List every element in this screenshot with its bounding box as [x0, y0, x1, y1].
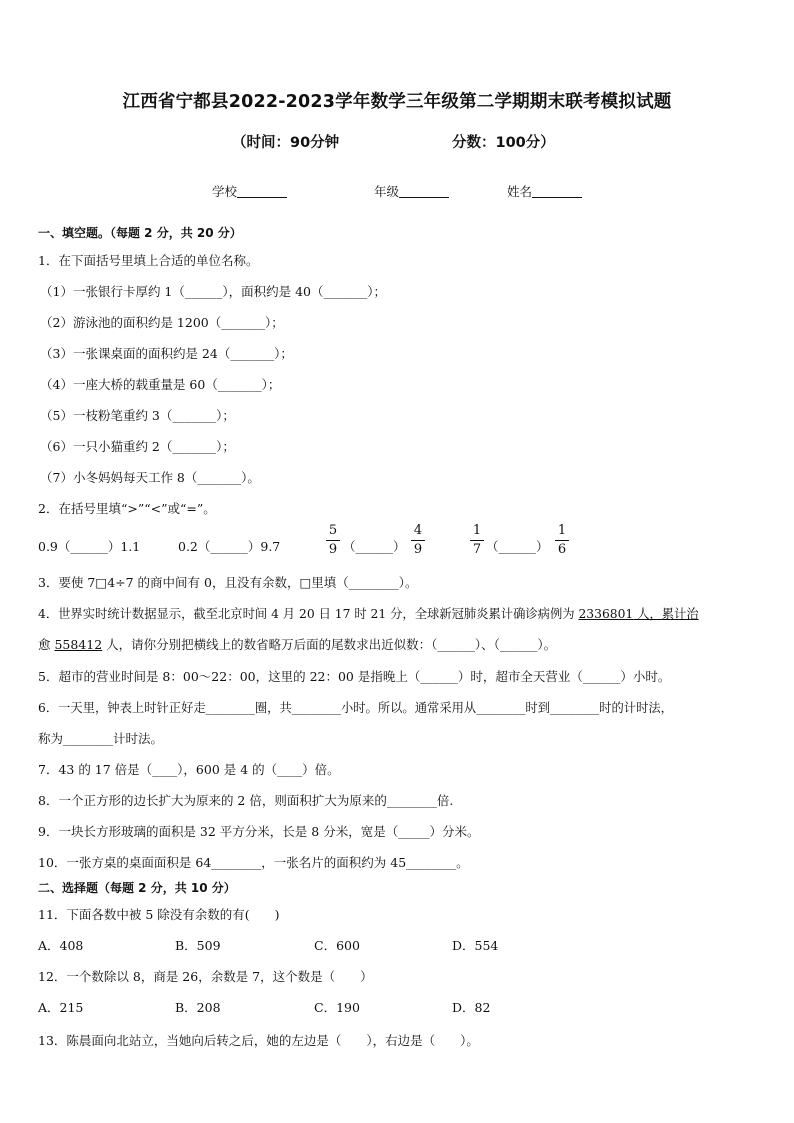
question-12-option-c: C．190 [314, 1000, 360, 1015]
question-4-text-3: 人，请你分别把横线上的数省略万后面的尾数求出近似数：（______）、（______）。 [102, 637, 557, 652]
question-1-item-5: （5）一枝粉笔重约 3（_______）； [40, 408, 235, 423]
fraction-1-6 [555, 523, 569, 558]
question-4-text: 4．世界实时统计数据显示，截至北京时间 4 月 20 日 17 时 21 分，全球新冠肺炎累计确诊病例为 [38, 607, 579, 621]
exam-score: 分数：100分） [452, 135, 555, 151]
confirmed-cases-number: 2336801 [578, 607, 634, 621]
fraction-numerator: 5 [328, 523, 338, 538]
school-blank [237, 184, 287, 198]
page-title: 江西省宁都县2022-2023学年数学三年级第二学期期末联考模拟试题 [122, 92, 672, 112]
question-11: 11．下面各数中被 5 除没有余数的有( ) [38, 907, 280, 922]
confirmed-cases-unit: 人，累计治 [633, 607, 699, 621]
question-12-option-a: A．215 [38, 1000, 84, 1015]
grade-field [374, 182, 449, 200]
question-4-line-2 [38, 635, 556, 653]
section2-heading: 二、选择题（每题 2 分，共 10 分） [38, 881, 236, 895]
question-1: 1．在下面括号里填上合适的单位名称。 [38, 253, 259, 268]
question-12: 12．一个数除以 8，商是 26，余数是 7，这个数是（ ） [38, 969, 373, 984]
fraction-numerator: 1 [557, 523, 567, 538]
question-1-item-6: （6）一只小猫重约 2（_______）； [40, 439, 235, 454]
fraction-numerator: 4 [413, 523, 423, 538]
fraction-numerator: 1 [472, 523, 482, 538]
school-field [212, 182, 287, 200]
name-label: 姓名 [507, 184, 533, 199]
question-8: 8．一个正方形的边长扩大为原来的 2 倍，则面积扩大为原来的________倍. [38, 793, 454, 808]
question-11-option-a: A．408 [38, 938, 84, 953]
compare-4-blank: （______） [486, 539, 549, 554]
fraction-denominator: 9 [328, 542, 338, 557]
question-2: 2．在括号里填“>”“<”或“=”。 [38, 501, 216, 516]
grade-label: 年级 [374, 184, 400, 199]
fraction-5-9 [326, 523, 340, 558]
fraction-denominator: 7 [472, 542, 482, 557]
question-4-line-1 [38, 604, 699, 622]
exam-time: （时间：90分钟 [232, 135, 340, 151]
name-blank [532, 184, 582, 198]
recovered-number: 558412 [54, 637, 103, 652]
question-6-line-2: 称为________计时法。 [38, 731, 164, 746]
name-field [507, 182, 582, 200]
question-11-option-d: D．554 [452, 938, 499, 953]
question-1-item-3: （3）一张课桌面的面积约是 24（_______）； [40, 346, 293, 361]
question-1-item-1: （1）一张银行卡厚约 1（______），面积约是 40（_______）； [40, 284, 387, 299]
school-label: 学校 [212, 184, 238, 199]
compare-3-blank: （______） [343, 539, 406, 554]
question-11-option-c: C．600 [314, 938, 360, 953]
fraction-denominator: 6 [557, 542, 567, 557]
question-10: 10．一张方桌的桌面面积是 64________，一张名片的面积约为 45________。 [38, 855, 469, 870]
question-5: 5．超市的营业时间是 8：00～22：00，这里的 22：00 是指晚上（______）时，超市全天营业（______）小时。 [38, 669, 671, 684]
question-3: 3．要使 7□4÷7 的商中间有 0，且没有余数，□里填（________）。 [38, 575, 418, 590]
question-1-item-7: （7）小冬妈妈每天工作 8（_______）。 [40, 470, 260, 485]
question-12-option-d: D．82 [452, 1000, 491, 1015]
fraction-denominator: 9 [413, 542, 423, 557]
grade-blank [399, 184, 449, 198]
question-12-option-b: B．208 [175, 1000, 221, 1015]
question-9: 9．一块长方形玻璃的面积是 32 平方分米，长是 8 分米，宽是（_____）分米。 [38, 824, 480, 839]
question-1-item-2: （2）游泳池的面积约是 1200（_______）； [40, 315, 284, 330]
question-6-line-1: 6．一天里，钟表上时针正好走________圈，共________小时。所以。通常采用从________时到________时的计时法， [38, 701, 673, 715]
question-13: 13．陈晨面向北站立，当她向后转之后，她的左边是（ ），右边是（ ）。 [38, 1033, 479, 1048]
question-4-text-2: 愈 [38, 637, 55, 652]
fraction-1-7 [470, 523, 484, 558]
question-11-option-b: B．509 [175, 938, 221, 953]
section1-heading: 一、填空题。（每题 2 分，共 20 分） [38, 226, 242, 240]
fraction-4-9 [411, 523, 425, 558]
compare-2: 0.2（______）9.7 [178, 539, 281, 554]
compare-1: 0.9（______）1.1 [38, 539, 141, 554]
question-1-item-4: （4）一座大桥的载重量是 60（_______）； [40, 377, 281, 392]
question-7: 7．43 的 17 倍是（____），600 是 4 的（____）倍。 [38, 762, 340, 777]
